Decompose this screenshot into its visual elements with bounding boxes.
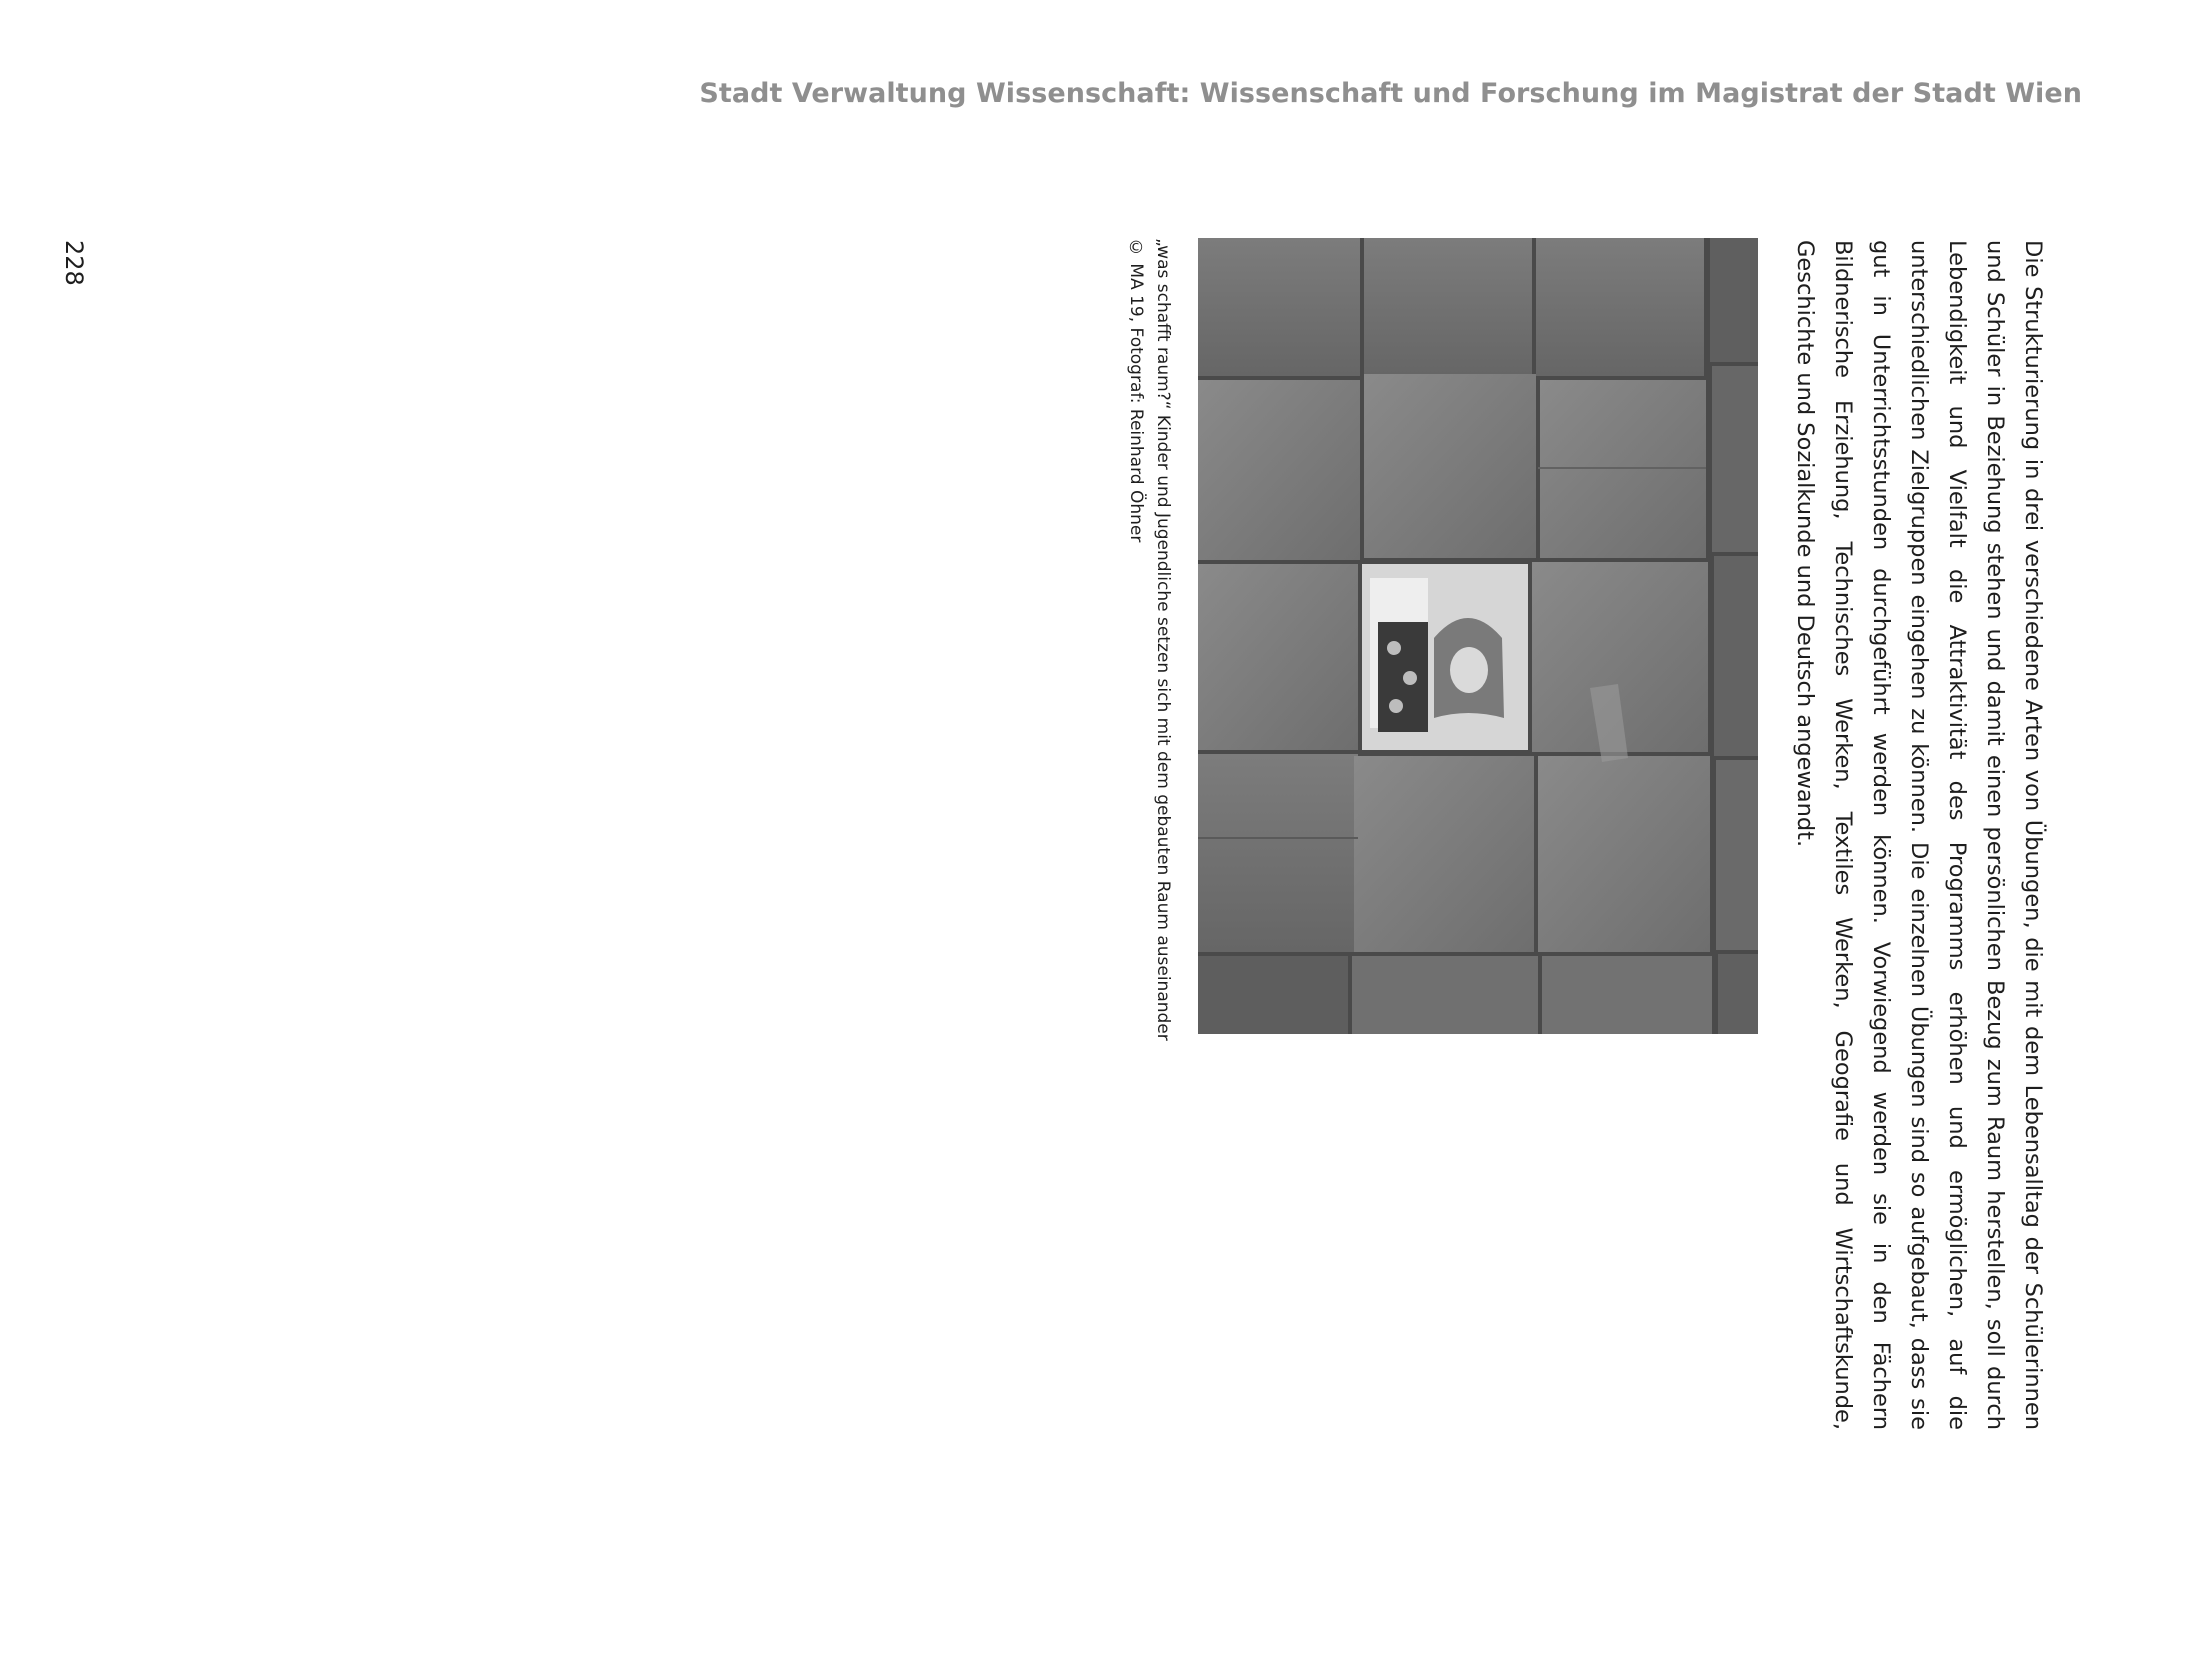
caption-line: „was schafft raum?“ Kinder und Jugendliche setzen sich mit dem gebauten Raum auseinander bbox=[1153, 238, 1173, 1041]
running-head: Stadt Verwaltung Wissenschaft: Wissenschaft und Forschung im Magistrat der Stadt Wien bbox=[699, 78, 2082, 109]
page-number: 228 bbox=[60, 240, 88, 286]
caption-credit: © MA 19, Fotograf: Reinhard Öhner bbox=[1126, 238, 1146, 543]
body-paragraph: Die Strukturierung in drei verschiedene Arten von Übungen, die mit dem Lebensalltag der Schülerinnen und Schüler in Beziehung stehen und damit einen persönlichen Bezug zum Raum herstellen, soll durch Lebendigkeit und Vielfalt die Attraktivität des Programms erhöhen und ermöglichen, auf die unterschiedlichen Zielgruppen eingehen zu können. Die einzelnen Übungen sind so aufgebaut, dass sie gut in Unterrichtsstunden durchgeführt werden können. Vorwiegend werden sie in den Fächern Bildnerische Erziehung, Technisches Werken, Textiles Werken, Geografie und Wirtschaftskunde, Geschichte und Sozialkunde und Deutsch angewandt. bbox=[1792, 240, 2046, 1430]
photo-caption bbox=[1122, 238, 1176, 1041]
photo-cardboard-boxes bbox=[1198, 238, 1758, 1034]
